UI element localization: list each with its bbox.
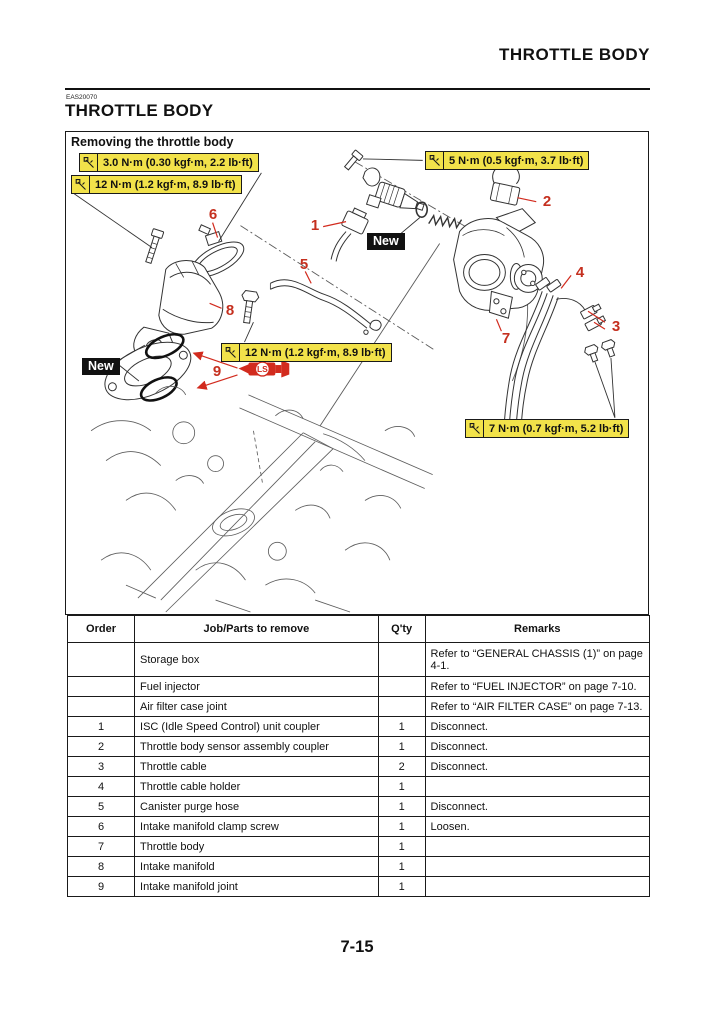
cell-qty: 1 (378, 797, 425, 817)
cell-order: 1 (68, 717, 135, 737)
callout-7: 7 (501, 330, 511, 348)
cell-remarks: Disconnect. (425, 717, 649, 737)
torque-wrench-icon (222, 344, 240, 361)
cell-order (68, 643, 135, 677)
intake-manifold-group (96, 225, 259, 412)
new-part-label: New (82, 358, 120, 375)
table-row (68, 857, 650, 877)
spring (429, 216, 462, 228)
section-code: EAS20070 (66, 94, 98, 101)
isc-coupler (331, 206, 371, 262)
torque-label-12nm-top (71, 175, 242, 194)
sensor-coupler (490, 165, 520, 205)
cell-remarks: Refer to “FUEL INJECTOR” on page 7-10. (425, 677, 649, 697)
cell-order: 4 (68, 777, 135, 797)
removal-figure-box (65, 131, 649, 615)
cell-remarks: Refer to “AIR FILTER CASE” on page 7-13. (425, 697, 649, 717)
cell-remarks: Loosen. (425, 817, 649, 837)
cell-remarks (425, 857, 649, 877)
table-row (68, 737, 650, 757)
cell-remarks (425, 777, 649, 797)
svg-text:LS: LS (256, 364, 268, 375)
torque-label-12nm-mid (221, 343, 392, 362)
cell-remarks: Disconnect. (425, 797, 649, 817)
cell-order: 5 (68, 797, 135, 817)
callout-4: 4 (575, 264, 585, 282)
cell-job: ISC (Idle Speed Control) unit coupler (135, 717, 379, 737)
table-row (68, 837, 650, 857)
flange-bolt (143, 229, 164, 265)
table-row (68, 643, 650, 677)
cell-job: Intake manifold clamp screw (135, 817, 379, 837)
table-row (68, 677, 650, 697)
cell-order: 3 (68, 757, 135, 777)
torque-label-3nm (79, 153, 259, 172)
cell-job: Air filter case joint (135, 697, 379, 717)
cell-order: 6 (68, 817, 135, 837)
cell-qty (378, 677, 425, 697)
callout-2: 2 (542, 193, 552, 211)
lubricant-symbol (238, 361, 289, 378)
cell-order: 9 (68, 877, 135, 897)
cell-qty: 1 (378, 877, 425, 897)
cell-remarks: Disconnect. (425, 757, 649, 777)
callout-1: 1 (310, 217, 320, 235)
table-row (68, 697, 650, 717)
callout-8: 8 (225, 302, 235, 320)
torque-label-7nm (465, 419, 629, 438)
exploded-diagram (66, 132, 648, 614)
engine-sketch (91, 386, 433, 612)
cell-order: 2 (68, 737, 135, 757)
table-header-row (68, 616, 650, 643)
cell-job: Throttle cable holder (135, 777, 379, 797)
cell-qty (378, 643, 425, 677)
col-header-remarks: Remarks (425, 616, 649, 643)
cell-order (68, 697, 135, 717)
col-header-job: Job/Parts to remove (135, 616, 379, 643)
cell-order (68, 677, 135, 697)
hook-bracket (363, 168, 380, 186)
cell-qty: 1 (378, 837, 425, 857)
page-header-title: THROTTLE BODY (499, 45, 650, 64)
torque-label-5nm (425, 151, 589, 170)
col-header-order: Order (68, 616, 135, 643)
cell-remarks: Disconnect. (425, 737, 649, 757)
torque-wrench-icon (426, 152, 444, 169)
cell-job: Fuel injector (135, 677, 379, 697)
torque-value: 5 N·m (0.5 kgf·m, 3.7 lb·ft) (449, 155, 584, 167)
isc-screw (343, 150, 363, 172)
cell-order: 8 (68, 857, 135, 877)
throttle-body-group (454, 209, 544, 319)
cell-job: Canister purge hose (135, 797, 379, 817)
cell-order: 7 (68, 837, 135, 857)
cell-job: Intake manifold (135, 857, 379, 877)
torque-value: 3.0 N·m (0.30 kgf·m, 2.2 lb·ft) (103, 157, 253, 169)
cell-job: Throttle body (135, 837, 379, 857)
cell-qty: 1 (378, 737, 425, 757)
torque-wrench-icon (80, 154, 98, 171)
callout-5: 5 (299, 256, 309, 274)
section-title: THROTTLE BODY (65, 101, 214, 120)
cell-qty: 1 (378, 857, 425, 877)
cell-remarks: Refer to “GENERAL CHASSIS (1)” on page 4-1. (425, 643, 649, 677)
cell-qty (378, 697, 425, 717)
table-row (68, 717, 650, 737)
parts-table (67, 615, 650, 897)
cable-holder-screw-1 (583, 344, 602, 364)
cell-job: Throttle body sensor assembly coupler (135, 737, 379, 757)
cable-holder-screw-2 (600, 339, 619, 359)
flange-screw (238, 290, 259, 324)
callout-3: 3 (611, 318, 621, 336)
table-row (68, 757, 650, 777)
cell-job: Intake manifold joint (135, 877, 379, 897)
callout-6: 6 (208, 206, 218, 224)
table-row (68, 817, 650, 837)
cell-qty: 1 (378, 817, 425, 837)
torque-value: 12 N·m (1.2 kgf·m, 8.9 lb·ft) (95, 179, 236, 191)
header-rule (65, 88, 650, 90)
col-header-qty: Q'ty (378, 616, 425, 643)
callout-9: 9 (212, 363, 222, 381)
cell-remarks (425, 837, 649, 857)
torque-value: 7 N·m (0.7 kgf·m, 5.2 lb·ft) (489, 423, 624, 435)
page-number: 7-15 (340, 938, 374, 956)
new-part-label: New (367, 233, 405, 250)
cell-qty: 2 (378, 757, 425, 777)
table-row (68, 777, 650, 797)
cell-qty: 1 (378, 717, 425, 737)
torque-wrench-icon (72, 176, 90, 193)
table-row (68, 877, 650, 897)
purge-hose (270, 280, 381, 335)
cell-job: Throttle cable (135, 757, 379, 777)
table-row (68, 797, 650, 817)
figure-title: Removing the throttle body (71, 135, 234, 149)
cell-job: Storage box (135, 643, 379, 677)
torque-value: 12 N·m (1.2 kgf·m, 8.9 lb·ft) (245, 347, 386, 359)
cell-remarks (425, 877, 649, 897)
cell-qty: 1 (378, 777, 425, 797)
torque-wrench-icon (466, 420, 484, 437)
